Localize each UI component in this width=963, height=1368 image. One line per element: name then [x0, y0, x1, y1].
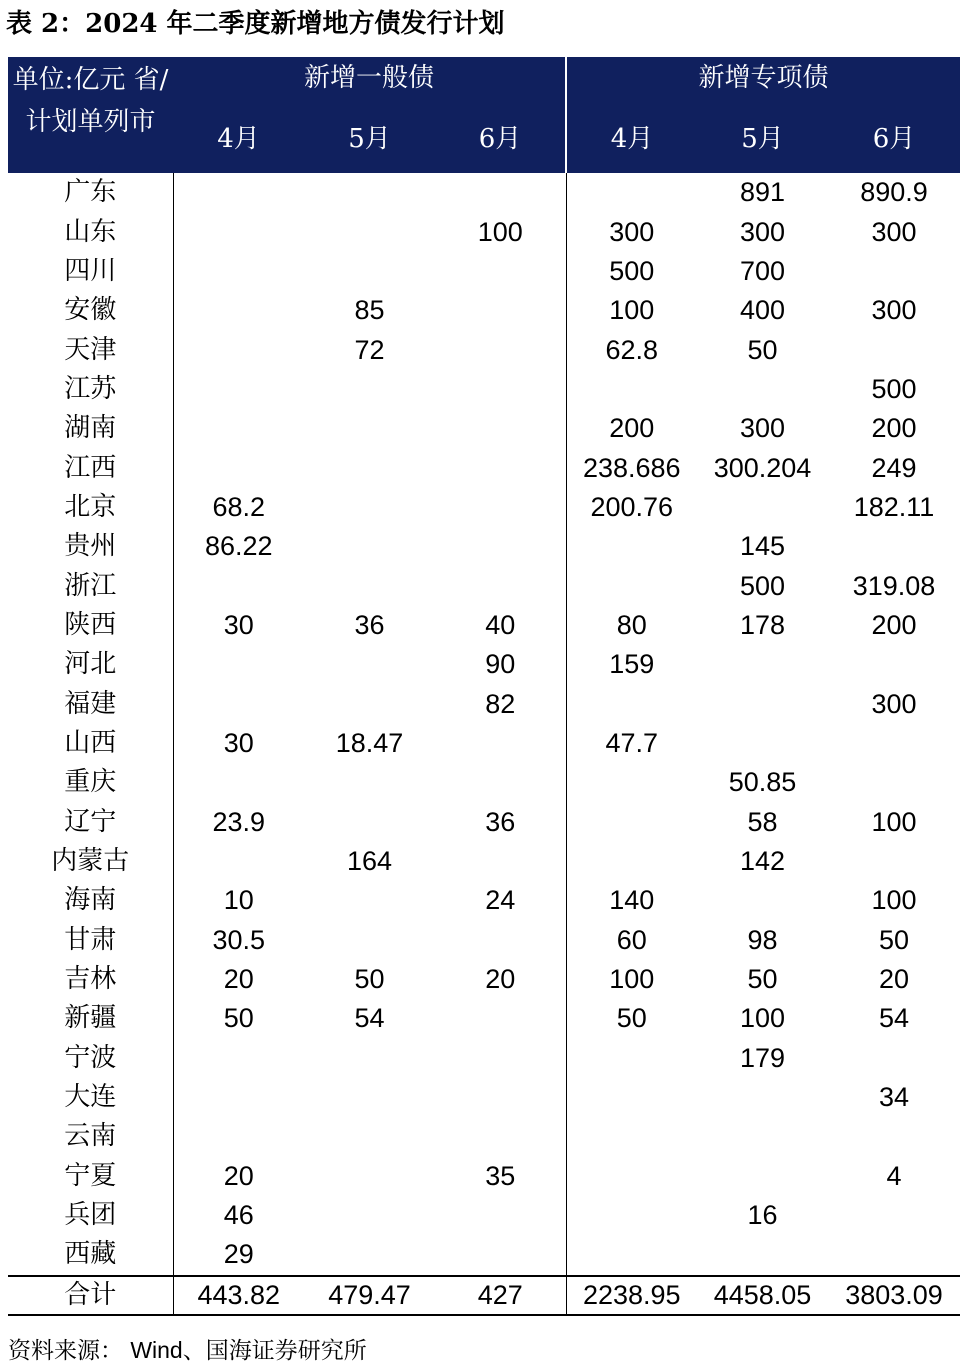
value-cell: 58 — [747, 806, 778, 837]
value-cell — [304, 921, 435, 960]
value-cell: 249 — [871, 452, 917, 483]
value-cell — [304, 212, 435, 251]
value-cell: 50 — [173, 999, 304, 1038]
value-cell — [304, 1235, 435, 1275]
value-cell — [828, 645, 960, 684]
province-cell: 吉林 — [64, 964, 117, 995]
value-cell: 140 — [566, 881, 697, 920]
province-cell: 河北 — [64, 649, 117, 680]
value-cell — [566, 1078, 697, 1117]
total-cell: 2238.95 — [566, 1276, 697, 1315]
table-row — [8, 488, 960, 527]
table-row — [8, 1039, 960, 1078]
value-cell: 54 — [878, 1003, 910, 1034]
value-cell — [173, 842, 304, 881]
value-cell — [828, 1235, 960, 1275]
province-cell: 江苏 — [64, 373, 117, 404]
value-cell: 182.11 — [853, 491, 935, 522]
province-cell: 江西 — [64, 452, 117, 483]
value-cell — [828, 763, 960, 802]
table-row — [8, 527, 960, 566]
value-cell: 319.08 — [852, 570, 936, 601]
value-cell — [697, 881, 828, 920]
total-cell: 427 — [435, 1276, 566, 1315]
province-cell: 广东 — [64, 177, 117, 208]
value-cell — [304, 803, 435, 842]
value-cell — [828, 527, 960, 566]
value-cell: 179 — [739, 1042, 786, 1073]
value-cell — [566, 173, 697, 212]
value-cell — [566, 1157, 697, 1196]
province-cell: 海南 — [64, 885, 117, 916]
value-cell — [566, 1235, 697, 1275]
table-header — [8, 57, 960, 173]
value-cell — [828, 724, 960, 763]
value-cell — [697, 645, 828, 684]
value-cell — [697, 370, 828, 409]
value-cell: 50 — [354, 964, 385, 995]
value-cell — [173, 645, 304, 684]
month-header: 5月 — [697, 99, 828, 173]
source-label: 资料来源： — [8, 1338, 123, 1364]
value-cell: 54 — [354, 1003, 385, 1034]
value-cell: 500 — [739, 570, 786, 601]
value-cell: 36 — [354, 609, 385, 640]
value-cell: 142 — [739, 846, 786, 877]
value-cell — [566, 803, 697, 842]
value-cell — [435, 409, 566, 448]
province-cell: 内蒙古 — [51, 846, 130, 877]
table-row — [8, 566, 960, 605]
value-cell — [173, 1039, 304, 1078]
value-cell: 60 — [566, 921, 697, 960]
province-cell: 宁波 — [64, 1042, 117, 1073]
value-cell — [173, 1117, 304, 1156]
value-cell — [173, 291, 304, 330]
province-cell: 宁夏 — [64, 1160, 117, 1191]
value-cell: 29 — [173, 1235, 304, 1275]
total-row — [8, 1276, 960, 1315]
value-cell: 85 — [354, 295, 385, 326]
value-cell — [173, 330, 304, 369]
table-row — [8, 645, 960, 684]
value-cell — [828, 252, 960, 291]
value-cell — [173, 448, 304, 487]
table-row — [8, 1235, 960, 1275]
value-cell — [304, 1039, 435, 1078]
table-row — [8, 960, 960, 999]
value-cell: 400 — [739, 295, 786, 326]
value-cell — [566, 684, 697, 723]
value-cell: 20 — [173, 960, 304, 999]
value-cell — [304, 173, 435, 212]
total-cell: 4458.05 — [697, 1276, 828, 1315]
value-cell — [828, 842, 960, 881]
value-cell: 18.47 — [335, 727, 404, 758]
value-cell — [435, 291, 566, 330]
value-cell — [435, 370, 566, 409]
value-cell: 300 — [739, 216, 786, 247]
value-cell: 4 — [886, 1160, 902, 1191]
month-header: 4月 — [566, 99, 697, 173]
province-cell: 辽宁 — [64, 806, 117, 837]
province-cell: 甘肃 — [64, 924, 117, 955]
value-cell — [173, 370, 304, 409]
province-cell: 兵团 — [64, 1200, 117, 1231]
total-cell: 3803.09 — [828, 1276, 960, 1315]
province-cell: 贵州 — [64, 531, 117, 562]
value-cell: 238.686 — [566, 448, 697, 487]
value-cell — [435, 448, 566, 487]
value-cell: 72 — [354, 334, 385, 365]
value-cell — [304, 409, 435, 448]
value-cell — [697, 1157, 828, 1196]
value-cell — [435, 566, 566, 605]
value-cell: 10 — [173, 881, 304, 920]
value-cell: 30 — [173, 606, 304, 645]
value-cell: 100 — [871, 806, 917, 837]
value-cell: 300 — [871, 295, 917, 326]
value-cell — [435, 1196, 566, 1235]
value-cell — [435, 724, 566, 763]
value-cell — [173, 252, 304, 291]
value-cell — [566, 842, 697, 881]
table-row — [8, 330, 960, 369]
table-row — [8, 921, 960, 960]
source-text: Wind、国海证券研究所 — [130, 1337, 367, 1363]
value-cell — [435, 1039, 566, 1078]
value-cell: 30.5 — [173, 921, 304, 960]
value-cell: 16 — [747, 1200, 778, 1231]
table-row — [8, 291, 960, 330]
table-row — [8, 881, 960, 920]
month-header: 5月 — [304, 99, 435, 173]
province-cell: 云南 — [64, 1121, 117, 1152]
value-cell: 200 — [566, 409, 697, 448]
table-row — [8, 1157, 960, 1196]
value-cell — [435, 1235, 566, 1275]
value-cell — [173, 409, 304, 448]
table-row — [8, 212, 960, 251]
value-cell — [435, 842, 566, 881]
value-cell: 200.76 — [566, 488, 697, 527]
value-cell: 50 — [566, 999, 697, 1038]
province-cell: 西藏 — [64, 1239, 117, 1270]
value-cell — [697, 684, 828, 723]
total-cell: 479.47 — [304, 1276, 435, 1315]
value-cell — [304, 448, 435, 487]
value-cell: 68.2 — [173, 488, 304, 527]
value-cell: 100 — [566, 960, 697, 999]
value-cell — [697, 1078, 828, 1117]
value-cell — [828, 330, 960, 369]
value-cell: 90 — [485, 649, 516, 680]
value-cell: 100 — [871, 885, 917, 916]
value-cell: 98 — [747, 924, 778, 955]
value-cell — [173, 212, 304, 251]
month-header: 6月 — [828, 99, 960, 173]
value-cell — [304, 1117, 435, 1156]
value-cell — [435, 1117, 566, 1156]
value-cell: 20 — [485, 964, 516, 995]
value-cell: 50.85 — [728, 767, 797, 798]
value-cell: 23.9 — [173, 803, 304, 842]
value-cell: 500 — [871, 373, 917, 404]
value-cell — [304, 684, 435, 723]
month-header: 4月 — [173, 99, 304, 173]
value-cell: 46 — [173, 1196, 304, 1235]
value-cell — [304, 1157, 435, 1196]
value-cell: 200 — [871, 413, 917, 444]
value-cell — [697, 724, 828, 763]
bond-plan-table-wrapper — [8, 57, 960, 1316]
value-cell — [566, 1117, 697, 1156]
value-cell: 35 — [485, 1160, 516, 1191]
group-header-special-bond: 新增专项债 — [566, 57, 960, 99]
province-cell: 浙江 — [64, 570, 117, 601]
value-cell: 891 — [739, 177, 786, 208]
value-cell: 159 — [566, 645, 697, 684]
table-body — [8, 173, 960, 1315]
table-row — [8, 409, 960, 448]
value-cell — [304, 566, 435, 605]
value-cell: 20 — [173, 1157, 304, 1196]
value-cell: 700 — [739, 255, 786, 286]
value-cell: 36 — [485, 806, 516, 837]
value-cell: 50 — [747, 964, 778, 995]
value-cell — [566, 763, 697, 802]
province-cell: 安徽 — [64, 295, 117, 326]
value-cell: 100 — [739, 1003, 786, 1034]
value-cell: 86.22 — [173, 527, 304, 566]
value-cell — [566, 1039, 697, 1078]
value-cell: 500 — [566, 252, 697, 291]
value-cell — [304, 370, 435, 409]
value-cell — [435, 999, 566, 1038]
table-row — [8, 1196, 960, 1235]
table-row — [8, 370, 960, 409]
total-cell: 443.82 — [173, 1276, 304, 1315]
table-row — [8, 1117, 960, 1156]
province-cell: 湖南 — [64, 413, 117, 444]
month-header: 6月 — [435, 99, 566, 173]
value-cell — [173, 1078, 304, 1117]
value-cell: 300 — [871, 688, 917, 719]
group-header-general-bond: 新增一般债 — [173, 57, 566, 99]
value-cell — [435, 252, 566, 291]
value-cell: 300 — [739, 413, 786, 444]
province-cell: 山东 — [64, 216, 117, 247]
value-cell — [566, 527, 697, 566]
value-cell — [697, 1117, 828, 1156]
table-title: 表 2：2024 年二季度新增地方债发行计划 — [6, 9, 505, 39]
value-cell: 20 — [878, 964, 910, 995]
province-cell: 重庆 — [64, 767, 117, 798]
value-cell: 890.9 — [860, 177, 928, 208]
province-cell: 大连 — [64, 1082, 117, 1113]
unit-header: 单位:亿元 省/计划单列市 — [8, 57, 173, 173]
value-cell — [304, 1196, 435, 1235]
table-row — [8, 606, 960, 645]
value-cell: 164 — [346, 846, 393, 877]
value-cell — [828, 1039, 960, 1078]
province-cell: 陕西 — [64, 609, 117, 640]
value-cell: 300.204 — [713, 452, 812, 483]
value-cell: 62.8 — [566, 330, 697, 369]
value-cell: 80 — [566, 606, 697, 645]
province-cell: 福建 — [64, 688, 117, 719]
value-cell — [435, 173, 566, 212]
table-row — [8, 763, 960, 802]
value-cell — [697, 1235, 828, 1275]
total-label: 合计 — [8, 1276, 173, 1315]
value-cell: 178 — [739, 609, 786, 640]
value-cell — [435, 527, 566, 566]
province-cell: 北京 — [64, 491, 117, 522]
value-cell — [566, 566, 697, 605]
value-cell — [828, 1196, 960, 1235]
value-cell — [435, 763, 566, 802]
value-cell — [435, 921, 566, 960]
value-cell — [304, 763, 435, 802]
value-cell: 34 — [878, 1082, 910, 1113]
value-cell — [304, 527, 435, 566]
table-row — [8, 684, 960, 723]
value-cell: 100 — [566, 291, 697, 330]
value-cell — [435, 1078, 566, 1117]
value-cell — [828, 1117, 960, 1156]
table-row — [8, 999, 960, 1038]
table-row — [8, 1078, 960, 1117]
value-cell — [566, 370, 697, 409]
value-cell — [304, 645, 435, 684]
value-cell: 24 — [485, 885, 516, 916]
value-cell — [173, 566, 304, 605]
value-cell — [697, 488, 828, 527]
table-row — [8, 724, 960, 763]
value-cell — [173, 684, 304, 723]
value-cell — [435, 330, 566, 369]
value-cell — [304, 252, 435, 291]
value-cell — [173, 173, 304, 212]
province-cell: 天津 — [64, 334, 117, 365]
table-row — [8, 173, 960, 212]
value-cell: 82 — [485, 688, 516, 719]
value-cell: 100 — [477, 216, 523, 247]
value-cell — [173, 763, 304, 802]
value-cell — [566, 1196, 697, 1235]
bond-plan-table — [8, 57, 960, 1316]
value-cell: 40 — [485, 609, 516, 640]
value-cell — [435, 488, 566, 527]
value-cell: 30 — [173, 724, 304, 763]
source-note — [8, 1334, 367, 1367]
province-cell: 新疆 — [64, 1003, 117, 1034]
table-row — [8, 803, 960, 842]
province-cell: 四川 — [64, 255, 117, 286]
value-cell — [304, 1078, 435, 1117]
table-row — [8, 252, 960, 291]
value-cell: 50 — [747, 334, 778, 365]
table-row — [8, 842, 960, 881]
value-cell — [304, 881, 435, 920]
value-cell: 50 — [878, 924, 910, 955]
province-cell: 山西 — [64, 727, 117, 758]
value-cell — [304, 488, 435, 527]
table-row — [8, 448, 960, 487]
value-cell: 300 — [871, 216, 917, 247]
value-cell: 47.7 — [566, 724, 697, 763]
value-cell: 200 — [871, 609, 917, 640]
value-cell: 145 — [739, 531, 786, 562]
value-cell: 300 — [566, 212, 697, 251]
